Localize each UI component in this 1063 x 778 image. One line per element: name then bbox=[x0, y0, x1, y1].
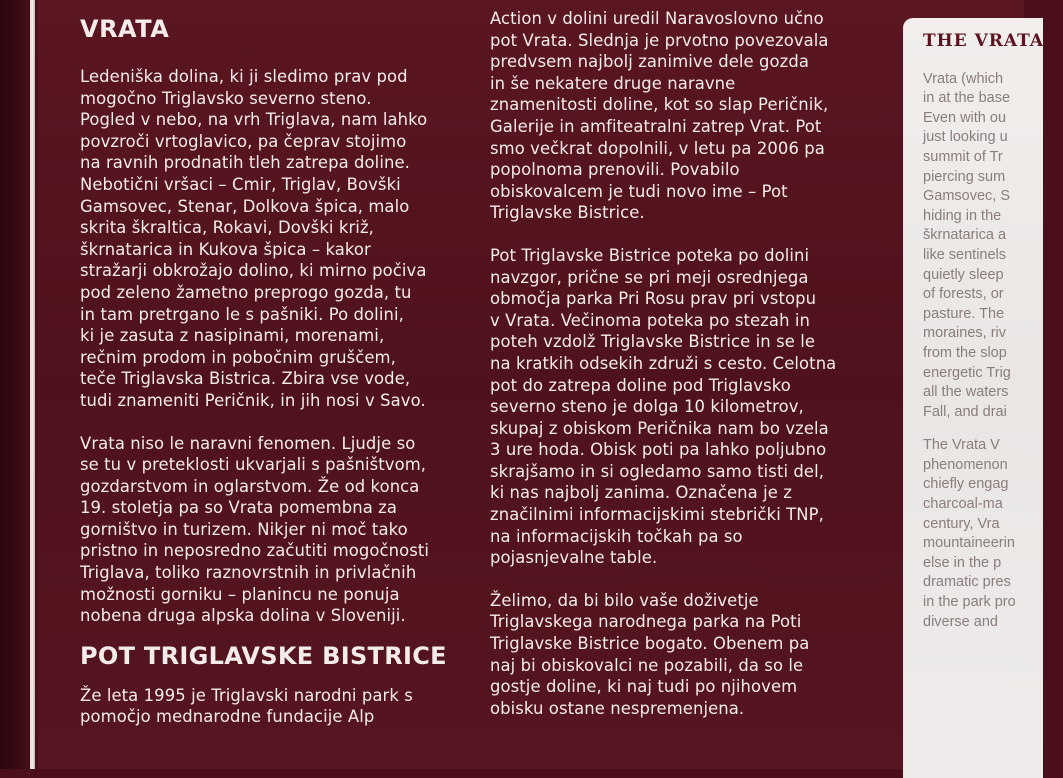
paragraph-vrata-intro: Ledeniška dolina, ki ji sledimo prav pod mogočno Triglavsko severno steno. Pogled v nebo, na vrh Triglava, nam lahko povzroči vrtoglavico, pa čeprav stojimo na ravnih prodnatih tleh zatrepa doline. Nebotični vršaci – Cmir, Triglav, Bovški Gamsovec, Stenar, Dolkova špica, malo skrita škraltica, Rokavi, Dovški križ, škrnatarica in Kukova špica – kakor stražarji obkrožajo dolino, ki mirno počiva pod zeleno žametno preprogo gozda, tu in tam pretrgano le s pašniki. Po dolini, ki je zasuta z nasipinami, morenami, rečnim prodom in pobočnim gruščem, teče Triglavska Bistrica. Zbira vse vode, tudi znameniti Peričnik, in jih nosi v Savo. bbox=[80, 67, 428, 410]
middle-text-column bbox=[490, 8, 886, 719]
english-text-panel bbox=[903, 18, 1043, 778]
paragraph-trail-wish: Želimo, da bi bilo vaše doživetje Triglavskega narodnega parka na Poti Triglavske Bistrice bogato. Obenem pa naj bi obiskovalci ne pozabili, da so le gostje doline, ki naj tudi po njihovem obisku ostane nespremenjena. bbox=[490, 590, 810, 718]
board-frame-bevel bbox=[30, 0, 35, 769]
panel-paragraph-1: Vrata (which in at the base Even with ou just looking u summit of Tr piercing sum Gamsovec, S hiding in the škrnatarica a like sentinels quietly sleep of forests, or pasture. The moraines, riv from the slop energetic Trig all the waters Fall, and drai bbox=[923, 70, 1011, 420]
left-text-column bbox=[80, 14, 466, 728]
panel-paragraph-2: The Vrata V phenomenon chiefly engag charcoal-ma century, Vra mountaineerin else in the p dramatic pres in the park pro diverse and bbox=[923, 437, 1016, 630]
paragraph-trail-route: Pot Triglavske Bistrice poteka po dolini navzgor, prične se pri meji osrednjega območja parka Pri Rosu prav pri vstopu v Vrata. Večinoma poteka po stezah in poteh vzdolž Triglavske Bistrice in se le na kratkih odsekih združi s cesto. Celotna pot do zatrepa doline pod Triglavsko severno steno je dolga 10 kilometrov, skupaj z obiskom Peričnika nam bo vzela 3 ure hoda. Obisk poti pa lahko poljubno skrajšamo in si ogledamo samo tisti del, ki nas najbolj zanima. Označena je z značilnimi informacijskimi stebrički TNP, na informacijskih točkah pa so pojasnjevalne table. bbox=[490, 245, 837, 568]
paragraph-vrata-history: Vrata niso le naravni fenomen. Ljudje so se tu v preteklosti ukvarjali s pašništvom, gozdarstvom in oglarstvom. Že od konca 19. stoletja pa so Vrata pomembna za gorništvo in turizem. Nikjer ni moč tako pristno in neposredno začutiti mogočnosti Triglava, toliko raznovrstnih in privlačnih možnosti gorniku – planincu ne ponuja nobena druga alpska dolina v Sloveniji. bbox=[80, 433, 430, 626]
panel-title: THE VRATA bbox=[923, 31, 1045, 51]
heading-pot-triglavske-bistrice: POT TRIGLAVSKE BISTRICE bbox=[80, 641, 447, 670]
heading-vrata: VRATA bbox=[80, 15, 170, 43]
paragraph-trail-origin: Že leta 1995 je Triglavski narodni park s pomočjo mednarodne fundacije Alp bbox=[80, 685, 413, 727]
paragraph-trail-history: Action v dolini uredil Naravoslovno učno pot Vrata. Slednja je prvotno povezovala predvsem najbolj zanimive dele gozda in še nekatere druge naravne znamenitosti doline, kot so slap Peričnik, Galerije in amfiteatralni zatrep Vrat. Pot smo večkrat dopolnili, v letu pa 2006 pa popolnoma prenovili. Povabilo obiskovalcem je tudi novo ime – Pot Triglavske Bistrice. bbox=[490, 9, 829, 223]
